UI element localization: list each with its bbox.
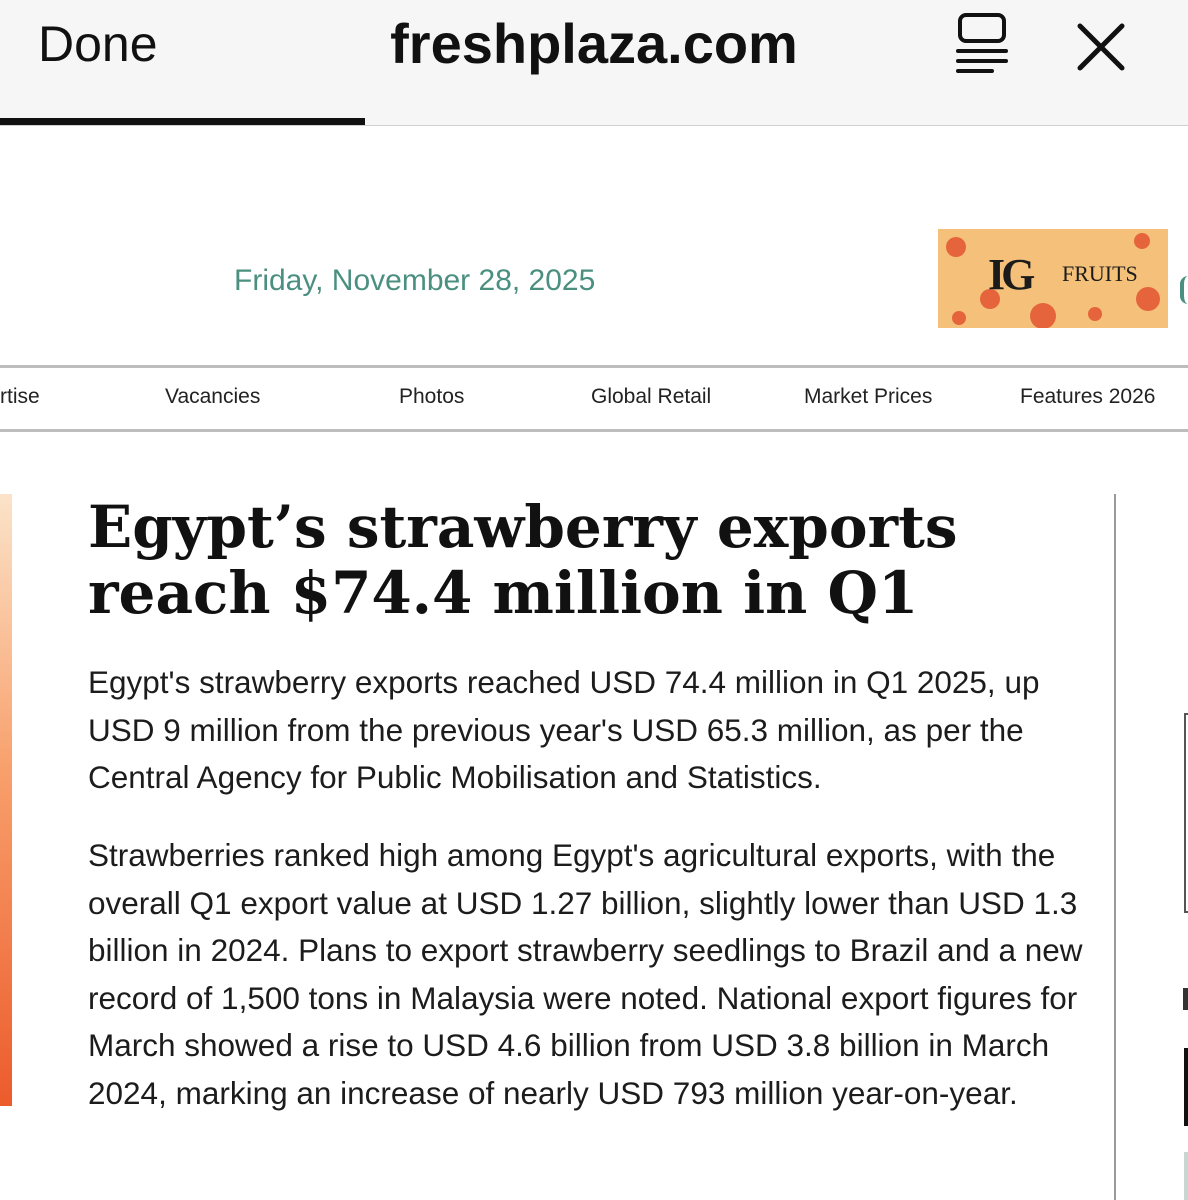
nav-item-global-retail[interactable]: Global Retail bbox=[591, 385, 712, 408]
close-icon[interactable] bbox=[1072, 18, 1130, 76]
sidebar-text-edge bbox=[1183, 988, 1188, 1010]
side-ad-strip bbox=[0, 494, 12, 1106]
fruit-dot-icon bbox=[1134, 233, 1150, 249]
sidebar-widget-edge bbox=[1184, 713, 1188, 913]
ad-text: FRUITS bbox=[1062, 261, 1138, 286]
offscreen-element-edge bbox=[1180, 276, 1188, 304]
reader-view-icon[interactable] bbox=[952, 12, 1014, 74]
nav-item-advertise[interactable]: rtise bbox=[0, 385, 40, 408]
main-navigation bbox=[0, 365, 1188, 432]
current-date: Friday, November 28, 2025 bbox=[234, 264, 596, 297]
page-load-progress-bar bbox=[0, 118, 365, 125]
ig-fruits-ad-banner[interactable] bbox=[938, 229, 1168, 328]
nav-item-market-prices[interactable]: Market Prices bbox=[804, 385, 933, 408]
sidebar-image-edge bbox=[1184, 1152, 1188, 1200]
article-headline: Egypt’s strawberry exports reach $74.4 million in Q1 bbox=[88, 493, 958, 627]
fruit-dot-icon bbox=[1136, 287, 1160, 311]
nav-item-vacancies[interactable]: Vacancies bbox=[165, 385, 261, 408]
sidebar-image-edge bbox=[1184, 1048, 1188, 1126]
nav-item-features-2026[interactable]: Features 2026 bbox=[1020, 385, 1156, 408]
nav-item-photos[interactable]: Photos bbox=[399, 385, 465, 408]
fruit-dot-icon bbox=[952, 311, 966, 325]
fruit-dot-icon bbox=[946, 237, 966, 257]
browser-toolbar bbox=[0, 0, 1188, 126]
domain-text[interactable]: freshplaza.com bbox=[390, 12, 798, 75]
column-divider bbox=[1114, 494, 1116, 1200]
fruit-dot-icon bbox=[1030, 303, 1056, 328]
article-paragraph: Strawberries ranked high among Egypt's agricultural exports, with the overall Q1 export value at USD 1.27 billion, slightly lower than USD 1.3 billion in 2024. Plans to export strawberry seedlings to Brazil and a new record of 1,500 tons in Malaysia were noted. National export figures for March showed a rise to USD 4.6 billion from USD 3.8 billion in March 2024, marking an increase of nearly USD 793 million year-on-year. bbox=[88, 837, 1083, 1111]
done-button[interactable]: Done bbox=[38, 16, 158, 72]
fruit-dot-icon bbox=[1088, 307, 1102, 321]
article-paragraph: Egypt's strawberry exports reached USD 74.4 million in Q1 2025, up USD 9 million from the previous year's USD 65.3 million, as per the Central Agency for Public Mobilisation and Statistics. bbox=[88, 664, 1040, 795]
ad-logo: IG bbox=[988, 250, 1032, 299]
